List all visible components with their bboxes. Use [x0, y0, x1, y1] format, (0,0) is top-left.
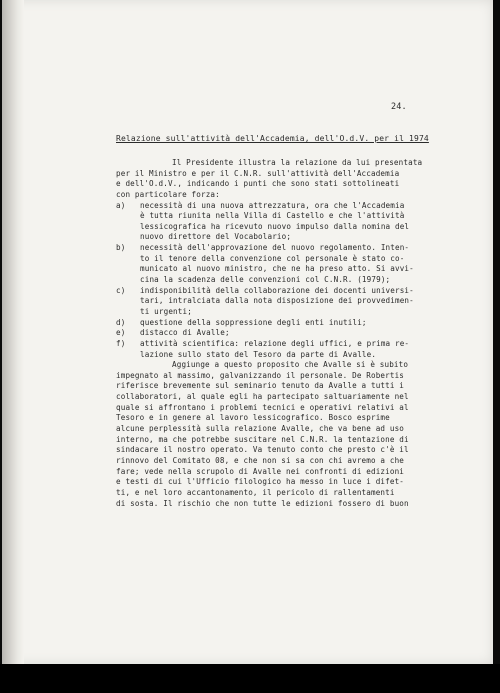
text-line: [116, 254, 436, 265]
list-item-line: [116, 286, 436, 297]
text-line: [116, 211, 436, 222]
line-text: di sosta. Il rischio che non tutte le edizioni fossero di buon: [116, 498, 409, 508]
line-text: necessità di una nuova attrezzatura, ora che l'Accademia: [140, 200, 405, 210]
line-text: alcune perplessità sulla relazione Avalle, che va bene ad uso: [116, 424, 405, 434]
text-line: [116, 403, 436, 414]
line-text: indisponibilità della collaborazione dei docenti universi-: [140, 285, 414, 295]
text-line: [116, 371, 436, 382]
list-item-line: [116, 318, 436, 329]
text-line: [116, 456, 436, 467]
text-line: [116, 350, 436, 361]
document-title: Relazione sull'attività dell'Accademia, dell'O.d.V. per il 1974: [116, 134, 429, 143]
list-item-label: b): [116, 243, 126, 253]
line-text: Aggiunge a questo proposito che Avalle si è subito: [172, 360, 409, 370]
text-line: [116, 424, 436, 435]
line-text: lessicografica ha ricevuto nuovo impulso dalla nomina del: [140, 221, 410, 231]
text-line: [116, 413, 436, 424]
line-text: fare; vede nella scrupolo di Avalle nei confronti di edizioni: [116, 466, 405, 476]
line-text: interno, ma che potrebbe suscitare nel C.N.R. la tentazione di: [116, 434, 409, 444]
line-text: questione della soppressione degli enti inutili;: [140, 317, 367, 327]
list-item-line: [116, 339, 436, 350]
text-line: [116, 360, 436, 371]
text-line: [116, 264, 436, 275]
text-line: [116, 307, 436, 318]
text-line: [116, 179, 436, 190]
line-text: collaboratori, al quale egli ha partecipato saltuariamente nel: [116, 392, 409, 402]
text-line: [116, 392, 436, 403]
text-line: [116, 275, 436, 286]
list-item-line: [116, 328, 436, 339]
text-line: [116, 499, 436, 510]
line-text: tari, intralciata dalla nota disposizione dei provvedimen-: [140, 296, 414, 306]
text-line: [116, 222, 436, 233]
list-item-line: [116, 201, 436, 212]
line-text: è tutta riunita nella Villa di Castello e che l'attività: [140, 211, 405, 221]
text-line: [116, 467, 436, 478]
list-item-label: a): [116, 200, 126, 210]
text-line: [116, 435, 436, 446]
text-line: [116, 190, 436, 201]
text-line: [116, 232, 436, 243]
text-line: [116, 445, 436, 456]
line-text: distacco di Avalle;: [140, 328, 230, 338]
line-text: to il tenore della convenzione col personale è stato co-: [140, 253, 405, 263]
page-number: 24.: [391, 102, 407, 112]
list-item-line: [116, 243, 436, 254]
text-line: [116, 488, 436, 499]
line-text: e dell'O.d.V., indicando i punti che sono stati sottolineati: [116, 179, 400, 189]
line-text: riferisce brevemente sul seminario tenuto da Avalle a tutti i: [116, 381, 405, 391]
text-line: [116, 158, 436, 169]
line-text: quale si affrontano i problemi tecnici e operativi relativi al: [116, 402, 409, 412]
background-surface: [0, 664, 500, 693]
text-line: [116, 381, 436, 392]
page-binding-shadow: [2, 0, 24, 664]
line-text: municato al nuovo ministro, che ne ha preso atto. Si avvi-: [140, 264, 414, 274]
line-text: ti, e nel loro accantonamento, il pericolo di rallentamenti: [116, 487, 395, 497]
line-text: impegnato al massimo, galvanizzando il personale. De Robertis: [116, 370, 405, 380]
line-text: per il Ministro e per il C.N.R. sull'attività dell'Accademia: [116, 168, 400, 178]
line-text: ti urgenti;: [140, 306, 192, 316]
line-text: necessità dell'approvazione del nuovo regolamento. Inten-: [140, 243, 410, 253]
line-text: lazione sullo stato del Tesoro da parte di Avalle.: [140, 349, 377, 359]
line-text: Il Presidente illustra la relazione da lui presentata: [172, 158, 423, 167]
text-line: [116, 296, 436, 307]
line-text: con particolare forza:: [116, 189, 220, 199]
line-text: attività scientifica: relazione degli uffici, e prima re-: [140, 338, 410, 348]
line-text: cina la scadenza delle convenzioni col C.N.R. (1979);: [140, 275, 391, 285]
list-item-label: f): [116, 338, 126, 348]
line-text: nuovo direttore del Vocabolario;: [140, 232, 292, 242]
document-body: [116, 158, 436, 509]
text-line: [116, 169, 436, 180]
line-text: Tesoro e in genere al lavoro lessicografico. Bosco esprime: [116, 413, 390, 423]
list-item-label: c): [116, 285, 126, 295]
text-line: [116, 477, 436, 488]
line-text: rinnovo del Comitato 08, e che non si sa con chi avremo a che: [116, 455, 405, 465]
line-text: sindacare il nostro operato. Va tenuto conto che presto c'è il: [116, 445, 409, 455]
list-item-label: d): [116, 317, 126, 327]
document-page: [2, 0, 493, 664]
list-item-label: e): [116, 328, 126, 338]
line-text: e testi di cui l'Ufficio filologico ha messo in luce i difet-: [116, 477, 405, 487]
